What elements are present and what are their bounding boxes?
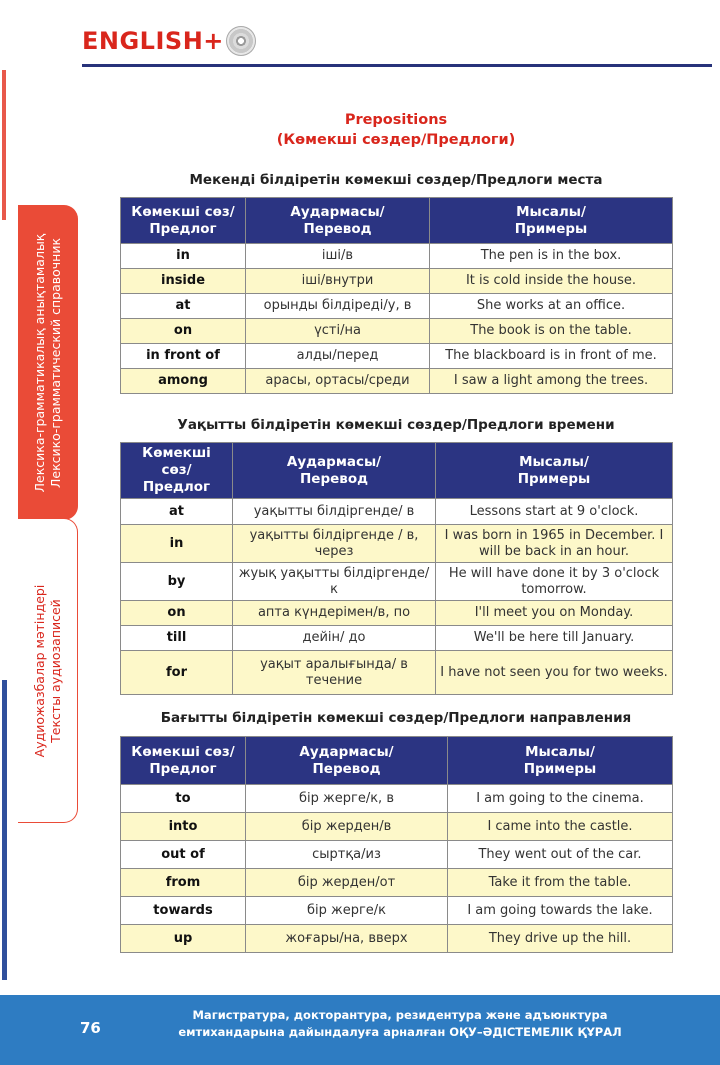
section-title-place: Мекенді білдіретін көмекші сөздер/Предлоги места [189, 172, 603, 188]
table-row: towards бір жерге/к I am going towards the lake. [121, 897, 673, 925]
column-header-examples: Мысалы/ Примеры [436, 443, 673, 499]
table-row: on апта күндерімен/в, по I'll meet you on Monday. [121, 601, 673, 626]
table-row: on үсті/на The book is on the table. [121, 319, 673, 344]
table-row: in уақытты білдіргенде / в, через I was born in 1965 in December. I will be back in an hour. [121, 525, 673, 563]
table-row: inside іші/внутри It is cold inside the house. [121, 269, 673, 294]
side-tab-audio-label: Аудиожазбалар мәтіндері Тексты аудиозаписей [31, 584, 63, 757]
table-row: to бір жерге/к, в I am going to the cinema. [121, 785, 673, 813]
column-header-examples: Мысалы/ Примеры [430, 198, 673, 244]
table-row: till дейін/ до We'll be here till January. [121, 626, 673, 651]
column-header-preposition: Көмекші сөз/ Предлог [121, 198, 246, 244]
table-row: into бір жерден/в I came into the castle. [121, 813, 673, 841]
table-row: out of сыртқа/из They went out of the car. [121, 841, 673, 869]
table-header-row [121, 443, 673, 499]
table-row: for уақыт аралығында/ в течение I have not seen you for two weeks. [121, 651, 673, 695]
column-header-translation: Аудармасы/ Перевод [246, 198, 430, 244]
table-row: in front of алды/перед The blackboard is in front of me. [121, 344, 673, 369]
page-footer [0, 995, 720, 1065]
header-divider [82, 64, 712, 67]
side-tab-audio-texts[interactable] [18, 518, 78, 823]
brand-logo [82, 24, 256, 58]
table-row: at уақытты білдіргенде/ в Lessons start at 9 o'clock. [121, 499, 673, 525]
cd-icon [226, 26, 256, 56]
prepositions-direction-table [120, 736, 673, 953]
table-header-row [121, 198, 673, 244]
page-number: 76 [80, 1019, 101, 1037]
side-tab-grammar-label: Лексика-грамматикалық анықтамалық Лексико-грамматический справочник [32, 233, 63, 492]
left-edge-strip-red [2, 70, 6, 220]
table-row: in іші/в The pen is in the box. [121, 244, 673, 269]
table-row: at орынды білдіреді/у, в She works at an office. [121, 294, 673, 319]
table-row: among арасы, ортасы/среди I saw a light among the trees. [121, 369, 673, 394]
side-tab-grammar-reference[interactable] [18, 205, 78, 520]
left-edge-strip-blue [2, 680, 7, 980]
column-header-translation: Аудармасы/ Перевод [233, 443, 436, 499]
section-title-direction: Бағытты білдіретін көмекші сөздер/Предлоги направления [160, 710, 632, 726]
brand-text: ENGLISH+ [82, 27, 224, 55]
table-row: by жуық уақытты білдіргенде/ к He will have done it by 3 o'clock tomorrow. [121, 563, 673, 601]
footer-caption: Магистратура, докторантура, резидентура және адъюнктура емтихандарына дайындалуға арналған ОҚУ–ӘДІСТЕМЕЛІК ҚҰРАЛ [178, 1008, 622, 1039]
prepositions-time-table [120, 442, 673, 695]
table-row: from бір жерден/от Take it from the table. [121, 869, 673, 897]
prepositions-place-table [120, 197, 673, 394]
column-header-translation: Аудармасы/ Перевод [246, 737, 448, 785]
page-title: Prepositions (Көмекші сөздер/Предлоги) [276, 112, 516, 148]
column-header-preposition: Көмекші сөз/ Предлог [121, 443, 233, 499]
column-header-examples: Мысалы/ Примеры [448, 737, 673, 785]
table-header-row [121, 737, 673, 785]
table-row: up жоғары/на, вверх They drive up the hill. [121, 925, 673, 953]
section-title-time: Уақытты білдіретін көмекші сөздер/Предлоги времени [177, 417, 615, 433]
column-header-preposition: Көмекші сөз/ Предлог [121, 737, 246, 785]
